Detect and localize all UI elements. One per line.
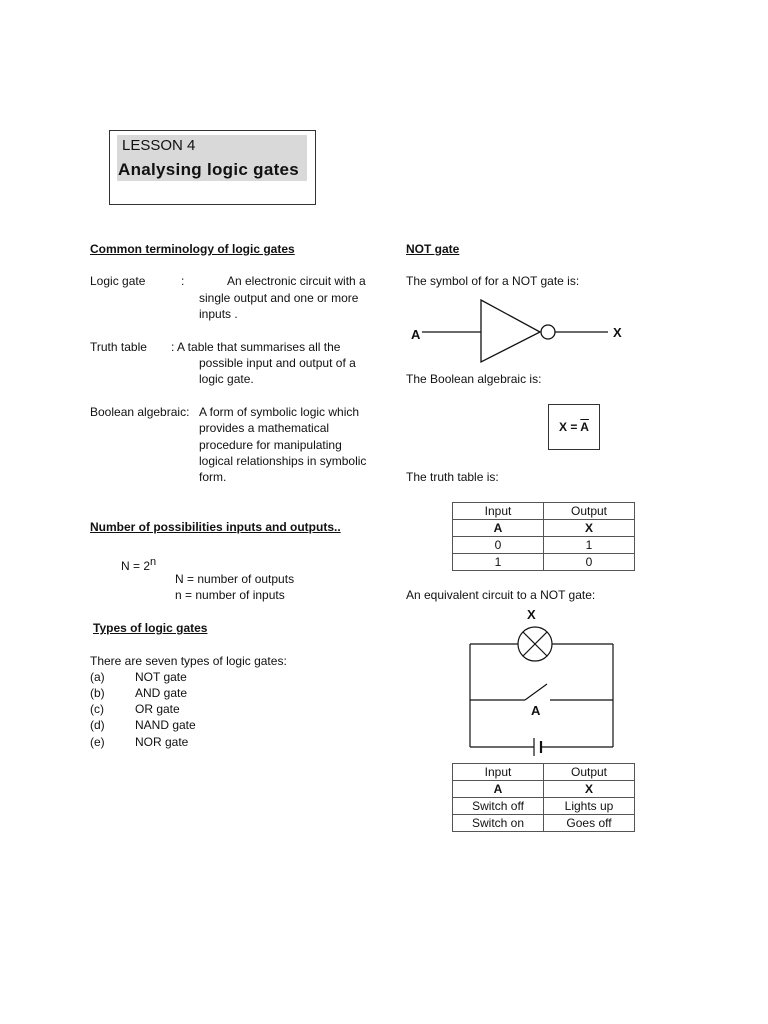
possibilities-heading: Number of possibilities inputs and outputs.. [90,520,341,534]
lesson-title: Analysing logic gates [118,160,300,179]
table-header-output: Output [544,764,635,781]
def-boolean-5: form. [199,470,227,484]
types-intro: There are seven types of logic gates: [90,654,287,668]
table-cell: Switch on [453,815,544,832]
table-cell: Lights up [544,798,635,815]
equiv-circuit-text: An equivalent circuit to a NOT gate: [406,588,596,602]
table-cell: 1 [544,537,635,554]
term-logic-gate: Logic gate [90,274,146,288]
def-logic-gate-1: An electronic circuit with a [227,274,366,288]
not-symbol-text: The symbol of for a NOT gate is: [406,274,580,288]
def-truth-table-3: logic gate. [199,372,254,386]
truth-table-text: The truth table is: [406,470,499,484]
def-truth-table-2: possible input and output of a [199,356,356,370]
types-marker-d: (d) [90,718,105,732]
types-item-nor: NOR gate [135,735,189,749]
def-boolean-1: A form of symbolic logic which [199,405,360,419]
table-cell: 0 [544,554,635,571]
not-input-label: A [411,327,421,342]
lesson-number: LESSON 4 [122,137,196,154]
types-item-nand: NAND gate [135,718,196,732]
def-boolean-3: procedure for manipulating [199,438,342,452]
possibilities-def-outputs: N = number of outputs [175,572,295,586]
types-marker-c: (c) [90,702,104,716]
table-row [453,798,635,815]
table-cell: X [544,781,635,798]
types-marker-a: (a) [90,670,105,684]
circuit-truth-table [452,763,635,832]
table-header-output: Output [544,503,635,520]
table-row [453,537,635,554]
table-cell: X [544,520,635,537]
not-output-label: X [613,325,622,340]
term-truth-table: Truth table [90,340,147,354]
types-item-and: AND gate [135,686,188,700]
table-row [453,520,635,537]
boolean-text: The Boolean algebraic is: [406,372,542,386]
table-cell: 0 [453,537,544,554]
def-logic-gate-3: inputs . [199,307,238,321]
switch-label: A [531,703,541,718]
table-cell: A [453,781,544,798]
not-gate-symbol [400,294,640,366]
def-boolean-4: logical relationships in symbolic [199,454,367,468]
types-item-or: OR gate [135,702,180,716]
term-boolean: Boolean algebraic: [90,405,190,419]
table-row [453,503,635,520]
types-marker-e: (e) [90,735,105,749]
possibilities-formula: $N = 2^n$ [121,556,157,573]
table-cell: 1 [453,554,544,571]
types-heading: Types of logic gates [93,621,208,635]
not-gate-heading: NOT gate [406,242,460,256]
table-row [453,815,635,832]
table-header-input: Input [453,503,544,520]
table-header-input: Input [453,764,544,781]
table-cell: A [453,520,544,537]
possibilities-def-inputs: n = number of inputs [175,588,285,602]
table-row [453,554,635,571]
types-marker-b: (b) [90,686,105,700]
terminology-heading: Common terminology of logic gates [90,242,295,256]
def-boolean-2: provides a mathematical [199,421,330,435]
boolean-formula: $X = \overline{A}$ [559,420,589,434]
table-cell: Goes off [544,815,635,832]
lamp-label: X [527,607,536,622]
table-row [453,781,635,798]
table-row [453,764,635,781]
equivalent-circuit [460,610,625,765]
term-logic-gate-sep: : [181,274,185,288]
table-cell: Switch off [453,798,544,815]
def-truth-table-1: : A table that summarises all the [171,340,341,354]
def-logic-gate-2: single output and one or more [199,291,359,305]
types-item-not: NOT gate [135,670,187,684]
not-truth-table [452,502,635,571]
